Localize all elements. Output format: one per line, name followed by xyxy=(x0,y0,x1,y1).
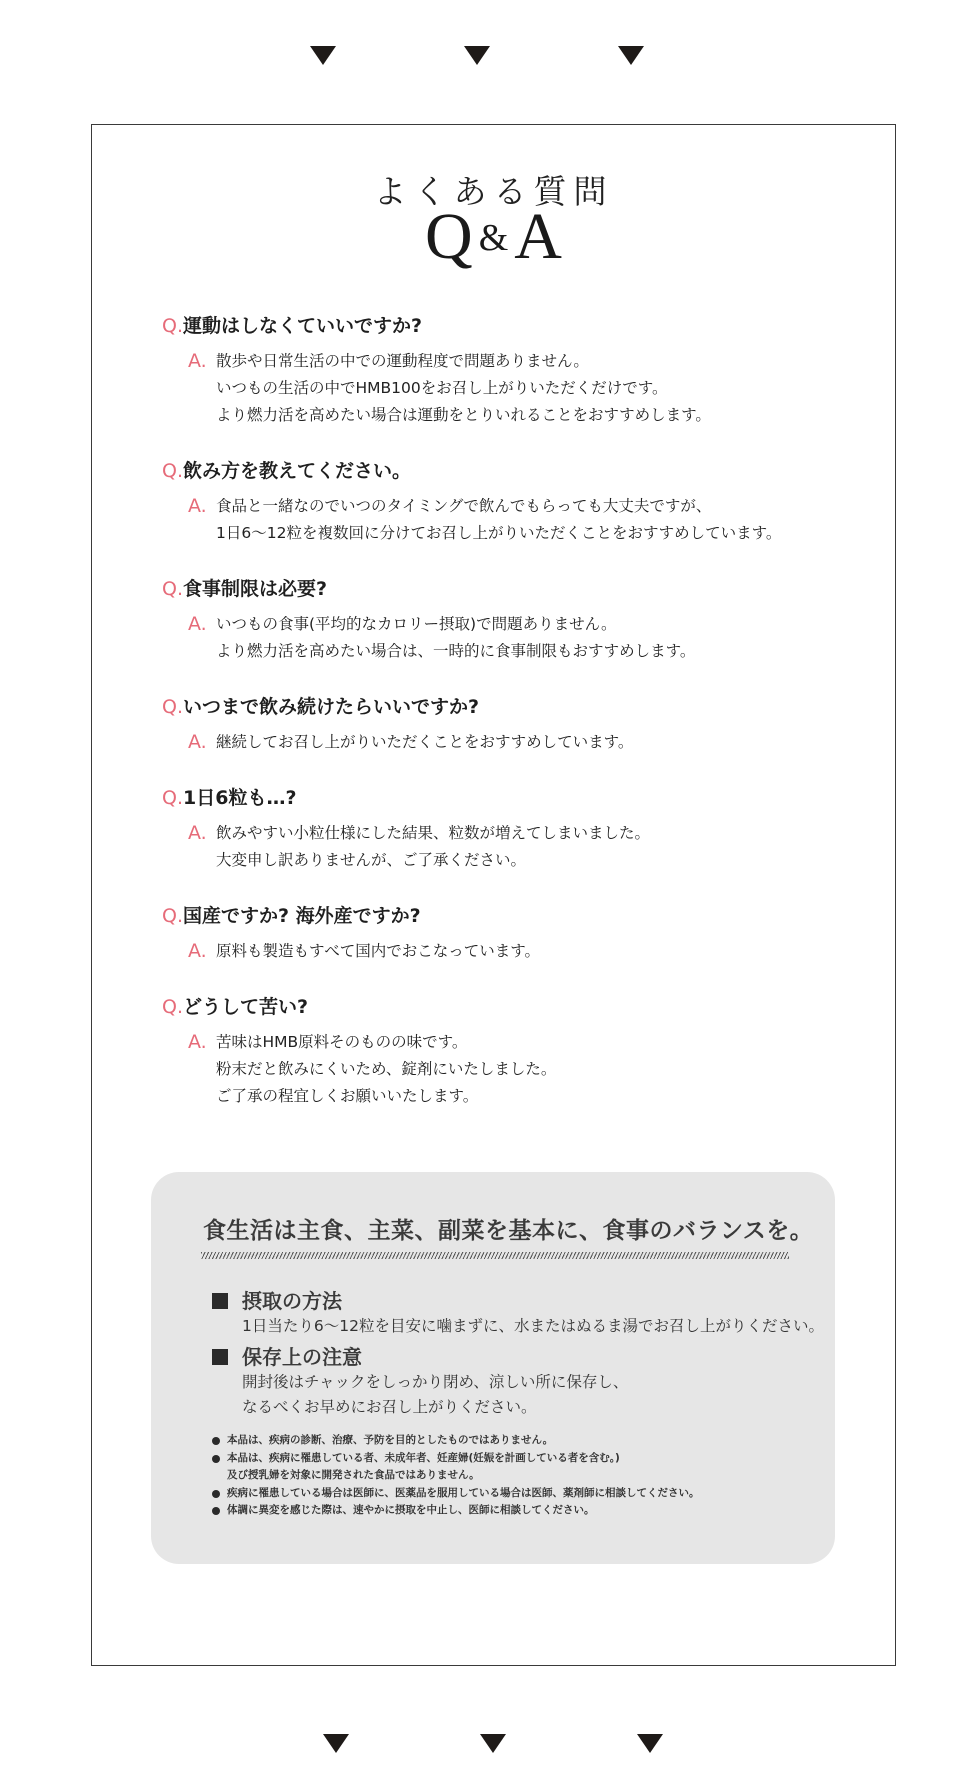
faq-item xyxy=(162,574,862,665)
title-amp: & xyxy=(478,217,509,259)
note-line: 本品は、疾病に罹患している者、未成年者、妊産婦(妊娠を計画している者を含む。) xyxy=(227,1451,620,1464)
faq-item xyxy=(162,992,862,1110)
answer-line: 苦味はHMB原料そのものの味です。 xyxy=(216,1033,468,1051)
intake-body xyxy=(242,1314,824,1339)
question xyxy=(162,992,862,1022)
question xyxy=(162,783,862,813)
down-arrow-icon xyxy=(464,46,490,65)
answer-text xyxy=(216,493,781,547)
q-mark: Q. xyxy=(162,787,183,809)
answer-line: 継続してお召し上がりいただくことをおすすめしています。 xyxy=(216,733,634,751)
faq-item xyxy=(162,692,862,756)
question xyxy=(162,456,862,486)
answer-line: いつもの生活の中でHMB100をお召し上がりいただくだけです。 xyxy=(216,379,668,397)
title-a: A xyxy=(514,200,562,273)
intake-line: 1日当たり6～12粒を目安に噛まずに、水またはぬるま湯でお召し上がりください。 xyxy=(242,1317,824,1335)
bullet-icon xyxy=(212,1490,220,1498)
down-arrow-icon xyxy=(618,46,644,65)
answer-line: より燃力活を高めたい場合は運動をとりいれることをおすすめします。 xyxy=(216,406,711,424)
answer-line: 飲みやすい小粒仕様にした結果、粒数が増えてしまいました。 xyxy=(216,824,651,842)
q-mark: Q. xyxy=(162,905,183,927)
answer-text xyxy=(216,938,540,965)
answer-text xyxy=(216,348,711,429)
page-title-qa xyxy=(92,197,895,276)
answer-text xyxy=(216,1029,556,1110)
question xyxy=(162,692,862,722)
bullet-icon xyxy=(212,1507,220,1515)
note-item xyxy=(212,1485,700,1503)
storage-title: 保存上の注意 xyxy=(242,1345,362,1369)
storage-line: なるべくお早めにお召し上がりください。 xyxy=(242,1398,537,1416)
a-mark: A. xyxy=(188,613,207,635)
note-line: 本品は、疾病の診断、治療、予防を目的としたものではありません。 xyxy=(227,1434,554,1446)
a-mark: A. xyxy=(188,822,207,844)
a-mark: A. xyxy=(188,940,207,962)
answer-text xyxy=(216,611,695,665)
question-text: 運動はしなくていいですか? xyxy=(183,315,423,337)
answer xyxy=(188,729,862,756)
question-text: どうして苦い? xyxy=(183,996,309,1018)
note-item xyxy=(212,1450,700,1485)
faq-item xyxy=(162,901,862,965)
answer-line: いつもの食事(平均的なカロリー摂取)で問題ありません。 xyxy=(216,615,617,633)
question-text: いつまで飲み続けたらいいですか? xyxy=(183,696,480,718)
a-mark: A. xyxy=(188,1031,207,1053)
answer-line: 1日6～12粒を複数回に分けてお召し上がりいただくことをおすすめしています。 xyxy=(216,524,782,542)
faq-list xyxy=(162,311,862,1137)
q-mark: Q. xyxy=(162,460,183,482)
product-info-box xyxy=(151,1172,835,1564)
storage-body xyxy=(242,1370,628,1420)
note-item xyxy=(212,1502,700,1520)
a-mark: A. xyxy=(188,350,207,372)
page-title-jp: よくある質問 xyxy=(373,172,614,211)
intake-title: 摂取の方法 xyxy=(242,1289,342,1313)
hatch-divider xyxy=(201,1252,789,1259)
faq-item xyxy=(162,783,862,874)
answer xyxy=(188,820,862,874)
q-mark: Q. xyxy=(162,996,183,1018)
bullet-icon xyxy=(212,1437,220,1445)
question-text: 飲み方を教えてください。 xyxy=(183,460,412,482)
answer-line: ご了承の程宜しくお願いいたします。 xyxy=(216,1087,479,1105)
square-icon xyxy=(212,1293,228,1309)
note-line: 疾病に罹患している場合は医師に、医薬品を服用している場合は医師、薬剤師に相談してください。 xyxy=(227,1486,700,1499)
answer-line: 原料も製造もすべて国内でおこなっています。 xyxy=(216,942,540,960)
question xyxy=(162,311,862,341)
answer-text xyxy=(216,820,650,874)
question-text: 食事制限は必要? xyxy=(183,578,328,600)
down-arrow-icon xyxy=(637,1734,663,1753)
square-icon xyxy=(212,1349,228,1365)
bullet-icon xyxy=(212,1455,220,1463)
note-line: 及び授乳婦を対象に開発された食品ではありません。 xyxy=(227,1469,480,1481)
note-line: 体調に異変を感じた際は、速やかに摂取を中止し、医師に相談してください。 xyxy=(227,1504,595,1516)
title-q: Q xyxy=(425,200,473,273)
down-arrow-icon xyxy=(310,46,336,65)
answer xyxy=(188,611,862,665)
down-arrow-icon xyxy=(480,1734,506,1753)
answer-text xyxy=(216,729,633,756)
down-arrow-icon xyxy=(323,1734,349,1753)
intake-section xyxy=(212,1288,824,1339)
a-mark: A. xyxy=(188,495,207,517)
answer-line: より燃力活を高めたい場合は、一時的に食事制限もおすすめします。 xyxy=(216,642,696,660)
storage-line: 開封後はチャックをしっかり閉め、涼しい所に保存し、 xyxy=(242,1373,629,1391)
caution-notes xyxy=(212,1432,700,1520)
faq-item xyxy=(162,311,862,429)
answer xyxy=(188,493,862,547)
q-mark: Q. xyxy=(162,315,183,337)
answer xyxy=(188,1029,862,1110)
note-item xyxy=(212,1432,700,1450)
answer-line: 食品と一緒なのでいつのタイミングで飲んでもらっても大丈夫ですが、 xyxy=(216,497,712,515)
question xyxy=(162,574,862,604)
q-mark: Q. xyxy=(162,696,183,718)
a-mark: A. xyxy=(188,731,207,753)
storage-section xyxy=(212,1344,628,1420)
answer-line: 粉末だと飲みにくいため、錠剤にいたしました。 xyxy=(216,1060,557,1078)
question-text: 国産ですか? 海外産ですか? xyxy=(183,905,421,927)
answer-line: 大変申し訳ありませんが、ご了承ください。 xyxy=(216,851,527,869)
question-text: 1日6粒も…? xyxy=(183,787,297,809)
q-mark: Q. xyxy=(162,578,183,600)
answer xyxy=(188,938,862,965)
answer-line: 散歩や日常生活の中での運動程度で問題ありません。 xyxy=(216,352,589,370)
answer xyxy=(188,348,862,429)
question xyxy=(162,901,862,931)
faq-item xyxy=(162,456,862,547)
info-heading: 食生活は主食、主菜、副菜を基本に、食事のバランスを。 xyxy=(203,1218,814,1244)
